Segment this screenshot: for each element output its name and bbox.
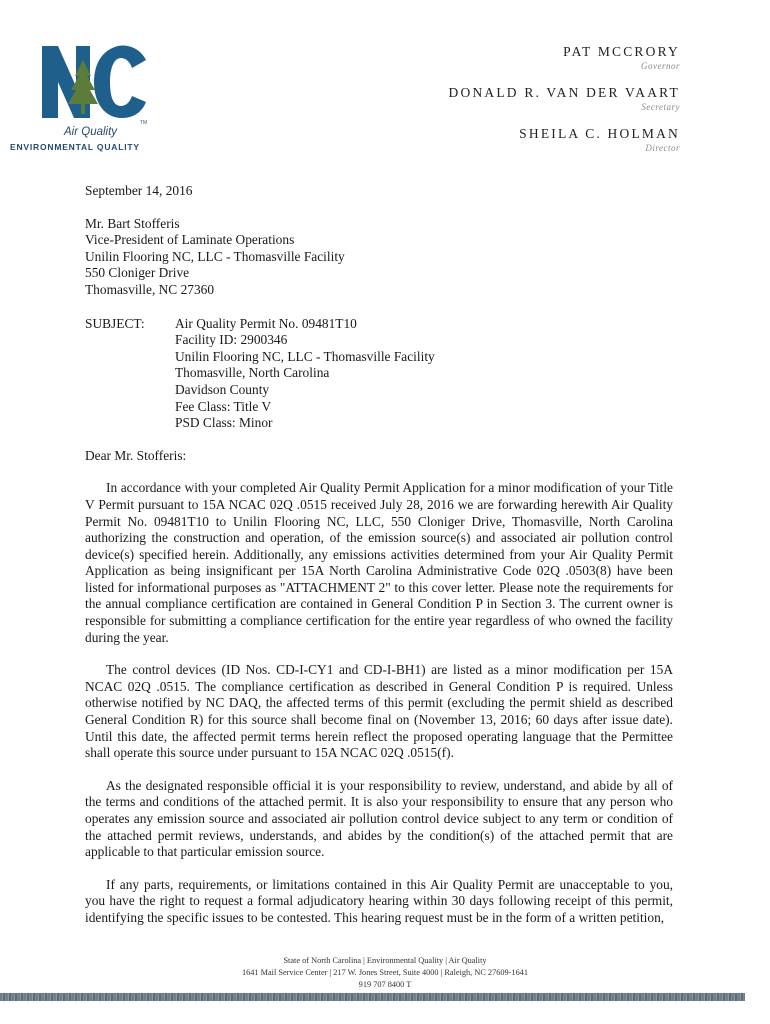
footer-line: 1641 Mail Service Center | 217 W. Jones Street, Suite 4000 | Raleigh, NC 27609-1641 [241,968,529,977]
body-paragraph: In accordance with your completed Air Quality Permit Application for a minor modification of your Title V Permit pursuant to 15A NCAC 02Q .0515 received July 28, 2016 we are forwarding herewith Air Quality Permit No. 09481T10 to Unilin Flooring NC, LLC, 550 Cloniger Drive, Thomasville, North Carolina authorizing the construction and operation, of the emission source(s) and associated air pollution control device(s) specified herein. Additionally, any emissions activities determined from your Air Quality Permit Application as being insignificant per 15A North Carolina Administrative Code 02Q .0503(8) have been listed for informational purposes as "ATTACHMENT 2" to this cover letter. Please note the requirements for the annual compliance certification are contained in General Condition P in Section 3. The current owner is responsible for submitting a compliance certification for the entire year regardless of who owned the facility during the year. [85,480,673,645]
subject-block [85,316,673,432]
body-paragraph: As the designated responsible official it is your responsibility to review, understand, and abide by all of the terms and conditions of the attached permit. It is also your responsibility to ensure that any person who operates any emission source and associated air pollution control device subject to any term or condition of the attached permit reviews, understands, and abides by the condition(s) of the attached permit that are applicable to that particular emission source. [85,777,673,860]
subject-label: SUBJECT: [85,315,145,331]
subject-line: Davidson County [175,381,270,397]
subject-lines [175,316,435,432]
recipient-address [85,216,673,299]
letter-footer [0,955,770,991]
body-paragraph: The control devices (ID Nos. CD-I-CY1 and CD-I-BH1) are listed as a minor modification per 15A NCAC 02Q .0515. The compliance certification as described in General Condition P is required. Unless otherwise notified by NC DAQ, the affected terms of this permit (excluding the permit shield as described General Condition R) for this source shall become final on (November 13, 2016; 60 days after issue date). Until this date, the affected permit terms herein reflect the proposed operating language that the Permittee shall operate this source under pursuant to 15A NCAC 02Q .0515(f). [85,662,673,761]
recipient-line: Mr. Bart Stofferis [85,215,180,231]
subject-line: PSD Class: Minor [175,415,273,431]
official-title: Director [645,143,680,153]
body-paragraph: If any parts, requirements, or limitations contained in this Air Quality Permit are unacceptable to you, you have the right to request a formal adjudicatory hearing within 30 days following receipt of this permit, identifying the specific issues to be contested. This hearing request must be in the form of a written petition, [85,876,673,925]
subject-line: Unilin Flooring NC, LLC - Thomasville Facility [175,348,435,364]
subject-line: Fee Class: Title V [175,398,272,414]
official-secretary [449,85,680,112]
official-title: Governor [641,61,680,71]
footer-decorative-bar [0,993,745,1001]
official-title: Secretary [641,102,680,112]
official-director [449,126,680,153]
recipient-line: Unilin Flooring NC, LLC - Thomasville Facility [85,248,345,264]
nc-logo-graphic [28,38,168,128]
official-name: SHEILA C. HOLMAN [519,126,680,141]
svg-text:TM: TM [140,120,148,126]
footer-line: 919 707 8400 T [358,980,412,989]
logo-air-quality: Air Quality [64,126,118,138]
footer-line: State of North Carolina | Environmental Quality | Air Quality [283,956,487,965]
subject-line: Thomasville, North Carolina [175,365,330,381]
subject-line: Facility ID: 2900346 [175,332,288,348]
logo-environmental-quality: ENVIRONMENTAL QUALITY [10,142,140,152]
letter-body [85,183,673,943]
officials-list [449,44,680,167]
subject-line: Air Quality Permit No. 09481T10 [175,315,357,331]
official-name: PAT MCCRORY [563,44,680,59]
letter-date: September 14, 2016 [85,183,193,198]
recipient-line: 550 Cloniger Drive [85,265,190,281]
official-governor [449,44,680,71]
salutation: Dear Mr. Stofferis: [85,447,187,463]
official-name: DONALD R. VAN DER VAART [448,85,680,100]
recipient-line: Vice-President of Laminate Operations [85,232,295,248]
recipient-line: Thomasville, NC 27360 [85,281,215,297]
